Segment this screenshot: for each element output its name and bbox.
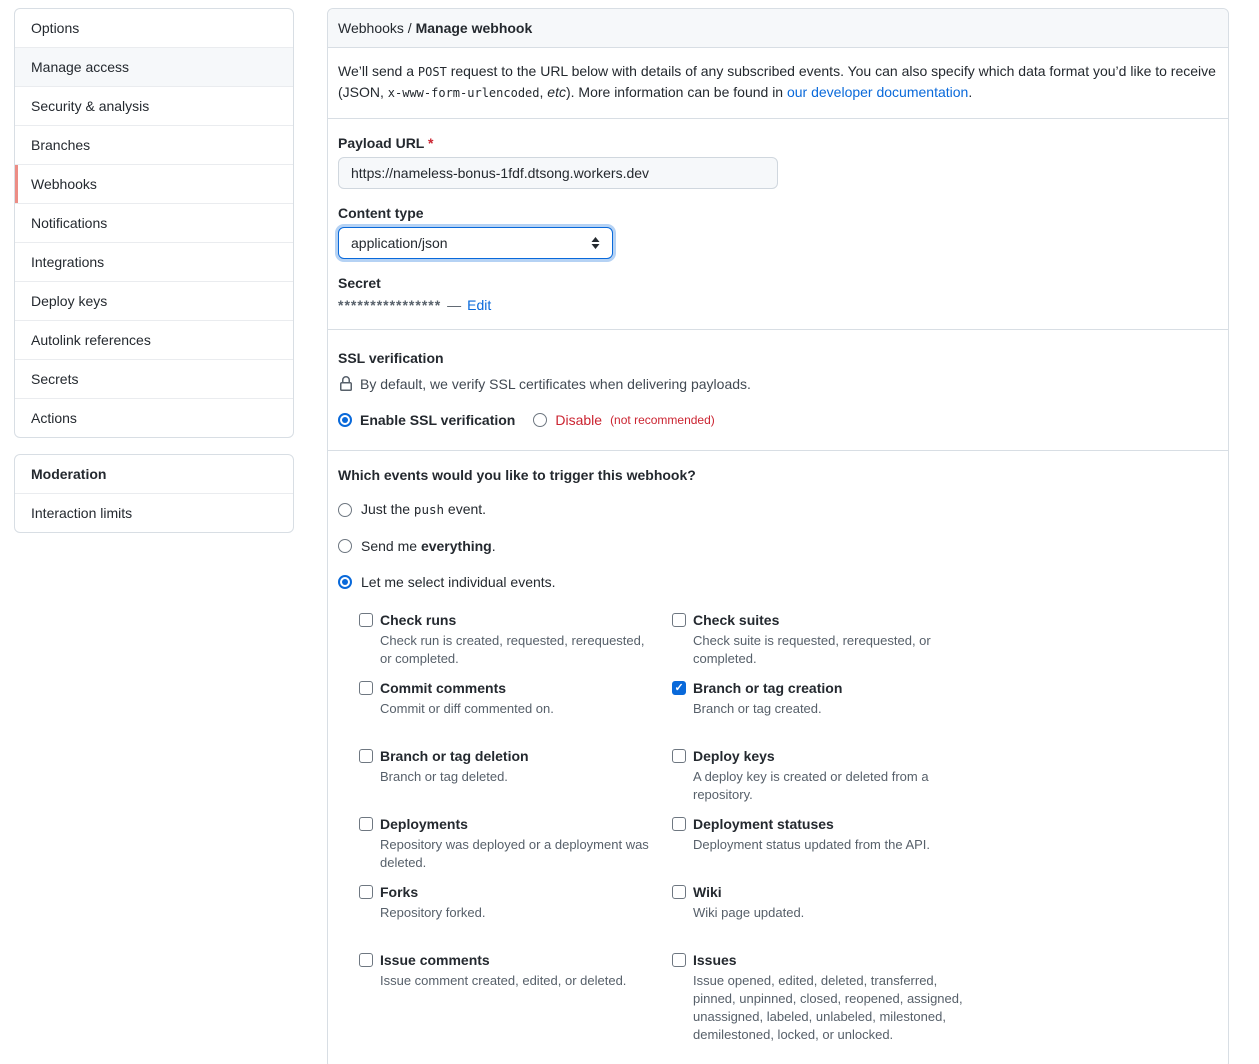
moderation-menu-header: Moderation (31, 466, 107, 482)
post-code: POST (417, 65, 447, 79)
event-description: Check suite is requested, rerequested, or completed. (693, 633, 931, 666)
event-item-issue-comments (359, 950, 652, 1010)
breadcrumb-webhooks-link[interactable]: Webhooks (338, 20, 404, 36)
events-question: Which events would you like to trigger this webhook? (338, 467, 696, 483)
sidebar-item-branches[interactable] (15, 125, 293, 164)
sidebar-item-actions[interactable] (15, 398, 293, 437)
option-individual-events[interactable] (338, 572, 1218, 592)
event-item-branch-or-tag-deletion (359, 746, 652, 806)
description-text: , (539, 84, 548, 100)
secret-edit-link[interactable]: Edit (467, 297, 492, 313)
disable-ssl-note: (not recommended) (610, 413, 715, 427)
event-item-wiki (672, 882, 965, 942)
sidebar-item-deploy-keys[interactable] (15, 281, 293, 320)
event-checkbox[interactable] (672, 953, 686, 967)
breadcrumb-separator: / (403, 20, 416, 36)
event-description: Branch or tag created. (693, 701, 822, 716)
webhook-description (328, 48, 1228, 119)
sidebar-item-label: Actions (31, 410, 77, 426)
sidebar-item-manage-access[interactable] (15, 47, 293, 86)
description-etc: etc (547, 84, 566, 100)
description-text: . (968, 84, 973, 100)
secret-label: Secret (338, 275, 381, 291)
disable-ssl-label: Disable (555, 412, 603, 428)
everything-radio[interactable] (338, 539, 352, 553)
lock-icon (338, 376, 354, 392)
sidebar-item-autolink-references[interactable] (15, 320, 293, 359)
secret-row (338, 297, 1218, 313)
event-description: Issue comment created, edited, or deleted. (380, 973, 627, 988)
event-title[interactable]: Commit comments (380, 680, 507, 696)
event-checkbox[interactable] (672, 885, 686, 899)
sidebar-item-notifications[interactable] (15, 203, 293, 242)
event-title[interactable]: Check suites (693, 612, 780, 628)
description-text: ). More information can be found in (565, 84, 787, 100)
settings-sidebar (14, 8, 294, 549)
event-description: Commit or diff commented on. (380, 701, 554, 716)
event-description: Deployment status updated from the API. (693, 837, 931, 852)
content-type-select[interactable] (338, 227, 613, 259)
option-just-push[interactable] (338, 499, 1218, 520)
event-checkbox[interactable] (672, 749, 686, 763)
event-item-deploy-keys (672, 746, 965, 806)
secret-separator: — (447, 297, 462, 313)
sidebar-item-webhooks[interactable] (15, 164, 293, 203)
event-checkbox[interactable] (359, 613, 373, 627)
sidebar-item-label: Autolink references (31, 332, 151, 348)
disable-ssl-radio[interactable] (533, 413, 547, 427)
event-checkbox[interactable] (672, 613, 686, 627)
event-checkbox[interactable] (359, 681, 373, 695)
just-push-label (361, 499, 486, 520)
push-code: push (413, 502, 445, 517)
everything-text: . (491, 538, 496, 554)
page-title: Manage webhook (415, 20, 533, 36)
event-description: A deploy key is created or deleted from a repository. (693, 769, 929, 802)
enable-ssl-option[interactable] (338, 412, 515, 428)
sidebar-item-label: Manage access (31, 59, 130, 75)
moderation-menu (14, 454, 294, 533)
event-title[interactable]: Branch or tag deletion (380, 748, 529, 764)
required-asterisk: * (428, 135, 434, 151)
ssl-note (338, 376, 1218, 392)
sidebar-item-integrations[interactable] (15, 242, 293, 281)
event-checkbox[interactable] (359, 953, 373, 967)
description-text: request to the URL below with details of any subscribed events. You can also specify which data format you’d like to receive (JSON, (338, 63, 1216, 100)
event-item-issues (672, 950, 965, 1044)
payload-url-label-text: Payload URL (338, 135, 425, 151)
sidebar-item-label: Security & analysis (31, 98, 150, 114)
event-checkbox[interactable] (672, 681, 686, 695)
event-title[interactable]: Issue comments (380, 952, 490, 968)
option-everything[interactable] (338, 536, 1218, 556)
content-type-label: Content type (338, 205, 424, 221)
everything-text: Send me (361, 538, 421, 554)
breadcrumb (328, 9, 1228, 48)
ssl-verification-heading: SSL verification (338, 350, 444, 366)
webhook-form-section (328, 119, 1228, 330)
sidebar-item-label: Webhooks (31, 176, 97, 192)
event-description: Branch or tag deleted. (380, 769, 508, 784)
event-title[interactable]: Wiki (693, 884, 722, 900)
event-title[interactable]: Deployments (380, 816, 468, 832)
description-text: We’ll send a (338, 63, 418, 79)
payload-url-input[interactable] (338, 157, 778, 189)
sidebar-item-label: Integrations (31, 254, 105, 270)
sidebar-item-label: Branches (31, 137, 91, 153)
enable-ssl-label: Enable SSL verification (360, 412, 516, 428)
event-checkbox[interactable] (672, 817, 686, 831)
just-push-text: Just the (361, 501, 414, 517)
sidebar-item-interaction-limits[interactable]: Interaction limits (15, 493, 293, 532)
settings-menu (14, 8, 294, 438)
sidebar-item-label: Deploy keys (31, 293, 108, 309)
event-title[interactable]: Issues (693, 952, 737, 968)
just-push-text: event. (444, 501, 487, 517)
just-push-radio[interactable] (338, 503, 352, 517)
everything-bold: everything (420, 538, 492, 554)
content-type-selected-value: application/json (351, 235, 448, 251)
disable-ssl-option[interactable] (533, 412, 714, 428)
event-item-commit-comments (359, 678, 652, 738)
event-item-check-suites (672, 610, 965, 670)
sidebar-item-label: Secrets (31, 371, 79, 387)
event-checkbox[interactable] (359, 817, 373, 831)
ssl-radio-group (338, 412, 1218, 428)
event-title[interactable]: Deployment statuses (693, 816, 834, 832)
event-item-forks (359, 882, 652, 942)
sidebar-item-security-analysis[interactable] (15, 86, 293, 125)
events-section (328, 451, 1228, 1064)
event-description: Wiki page updated. (693, 905, 805, 920)
enable-ssl-radio[interactable] (338, 413, 352, 427)
developer-documentation-link[interactable]: our developer documentation (786, 84, 969, 100)
event-description: Repository was deployed or a deployment was deleted. (380, 837, 649, 870)
sidebar-item-options[interactable] (15, 9, 293, 47)
everything-label (361, 536, 496, 556)
events-checkbox-list (359, 610, 999, 1052)
event-description: Issue opened, edited, deleted, transferred, pinned, unpinned, closed, reopened, assigned, unassigned, labeled, unlabeled, milestoned, demilestoned, locked, or unlocked. (693, 973, 963, 1042)
ssl-verification-section (328, 330, 1228, 451)
sidebar-item-secrets[interactable] (15, 359, 293, 398)
event-checkbox[interactable] (359, 749, 373, 763)
individual-events-label: Let me select individual events. (361, 574, 556, 590)
event-title[interactable]: Branch or tag creation (693, 680, 843, 696)
event-title[interactable]: Check runs (380, 612, 457, 628)
urlencoded-code: x-www-form-urlencoded (387, 86, 540, 100)
ssl-note-text: By default, we verify SSL certificates when delivering payloads. (360, 376, 751, 392)
sidebar-item-label: Notifications (31, 215, 108, 231)
event-title[interactable]: Deploy keys (693, 748, 775, 764)
manage-webhook-panel (327, 8, 1229, 1064)
sidebar-item-label: Options (31, 20, 80, 36)
event-description: Repository forked. (380, 905, 486, 920)
event-item-deployments (359, 814, 652, 874)
secret-masked-value: **************** (338, 297, 442, 313)
event-item-deployment-statuses (672, 814, 965, 874)
payload-url-label (338, 135, 1218, 151)
select-arrows-icon (591, 237, 600, 249)
individual-events-radio[interactable] (338, 575, 352, 589)
event-title[interactable]: Forks (380, 884, 419, 900)
event-item-branch-or-tag-creation (672, 678, 965, 738)
event-description: Check run is created, requested, rerequested, or completed. (380, 633, 645, 666)
event-checkbox[interactable] (359, 885, 373, 899)
event-item-check-runs (359, 610, 652, 670)
